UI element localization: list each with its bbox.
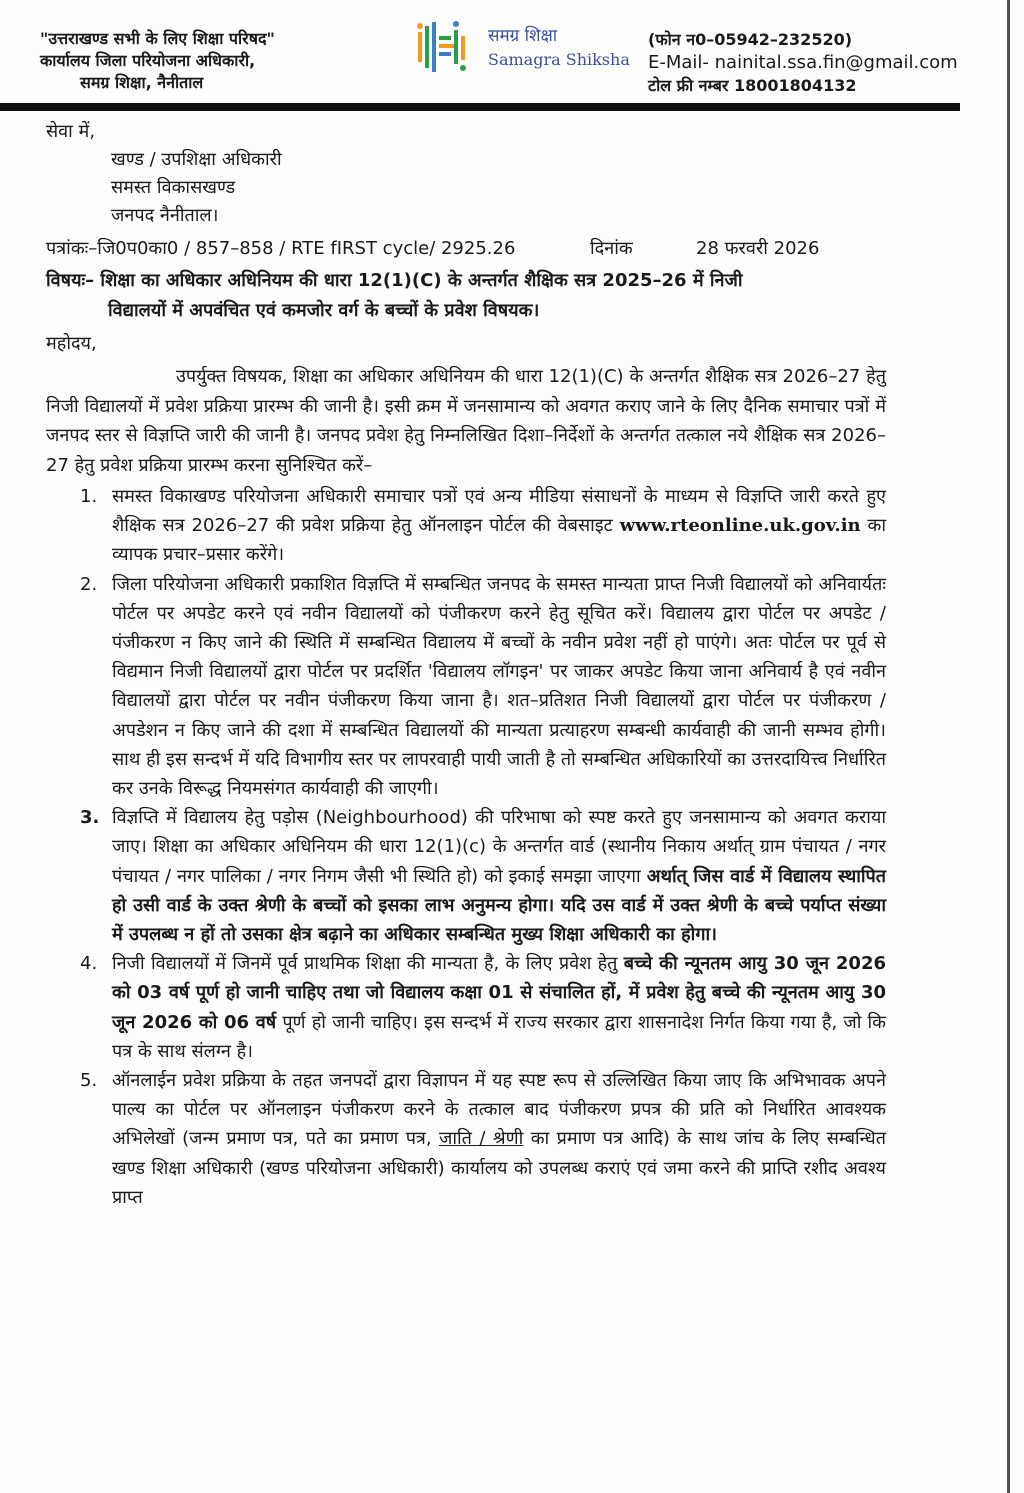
list-item: 4. निजी विद्यालयों में जिनमें पूर्व प्राथमिक शिक्षा की मान्यता है, के लिए प्रवेश हेतु बच्चे की न्यूनतम आयु 30 जून 2026 को 03 वर्ष पूर्ण हो जानी चाहिए तथा जो विद्यालय कक्षा 01 से संचालित हों, में प्रवेश हेतु बच्चे की न्यूनतम आयु 30 जून 2026 को 06 वर्ष पूर्ण हो जानी चाहिए। इस सन्दर्भ में राज्य सरकार द्वारा शासनादेश निर्गत किया गया है, जो कि पत्र के साथ संलग्न है। [46,949,886,1066]
list-number: 1. [80,486,98,507]
list-number: 5. [80,1070,98,1092]
bold-text: अर्थात् जिस वार्ड में विद्यालय स्थापित हो उसी वार्ड के उक्त श्रेणी के बच्चों को इसका लाभ अनुमन्य होगा। यदि उस वार्ड में उक्त श्रेणी के बच्चे पर्याप्त संख्या में उपलब्ध न हों तो उसका क्षेत्र बढ़ाने का अधिकार सम्बन्धित मुख्य शिक्षा अधिकारी का होगा। [112,865,886,946]
header-divider [0,103,960,111]
list-number: 2. [80,573,98,595]
subject-block [46,266,886,326]
samagra-shiksha-logo [412,18,632,76]
addressee-line: सेवा में, [46,121,96,142]
list-item: 2. जिला परियोजना अधिकारी प्रकाशित विज्ञप्ति में सम्बन्धित जनपद के समस्त मान्यता प्राप्त निजी विद्यालयों को अनिवार्यतः पोर्टल पर अपडेट करने एवं नवीन विद्यालयों को पंजीकरण करने हेतु सूचित करें। विद्यालय द्वारा पोर्टल पर अपडेट / पंजीकरण न किए जाने की स्थिति में सम्बन्धित विद्यालय में बच्चों के नवीन प्रवेश नहीं हो पाएंगे। अतः पोर्टल पर पूर्व से विद्यमान निजी विद्यालयों द्वारा पोर्टल पर प्रदर्शित 'विद्यालय लॉगइन' पर जाकर अपडेट किया जाना अनिवार्य है एवं नवीन विद्यालयों द्वारा पोर्टल पर नवीन पंजीकरण किया जाना है। शत–प्रतिशत निजी विद्यालयों द्वारा पोर्टल पर पंजीकरण / अपडेशन न किए जाने की दशा में सम्बन्धित विद्यालयों की मान्यता प्रत्याहरण सम्बन्धी कार्यवाही की जानी सम्भव होगी। साथ ही इस सन्दर्भ में यदि विभागीय स्तर पर लापरवाही पायी जाती है तो सम्बन्धित अधिकारियों का उत्तरदायित्त्व निर्धारित कर उनके विरूद्ध नियमसंगत कार्यवाही की जाएगी। [46,570,886,804]
org-name: "उत्तराखण्ड सभी के लिए शिक्षा परिषद" [40,29,275,48]
office-address-block [40,28,275,94]
logo-text-english: Samagra Shiksha [488,50,630,69]
phone-number: (फोन न0–05942–232520) [648,30,853,49]
reference-line [46,232,886,262]
toll-free-number: टोल फ्री नम्बर 18001804132 [648,76,857,95]
addressee-line: खण्ड / उपशिक्षा अधिकारी [111,149,282,170]
list-item: 3. विज्ञप्ति में विद्यालय हेतु पड़ोस (Neighbourhood) की परिभाषा को स्पष्ट करते हुए जनसामान्य को अवगत कराया जाए। शिक्षा का अधिकार अधिनियम की धारा 12(1)(c) के अन्तर्गत वार्ड (स्थानीय निकाय अर्थात् ग्राम पंचायत / नगर पंचायत / नगर पालिका / नगर निगम जैसी भी स्थिति हो) को इकाई समझा जाएगा अर्थात् जिस वार्ड में विद्यालय स्थापित हो उसी वार्ड के उक्त श्रेणी के बच्चों को इसका लाभ अनुमन्य होगा। यदि उस वार्ड में उक्त श्रेणी के बच्चे पर्याप्त संख्या में उपलब्ध न हों तो उसका क्षेत्र बढ़ाने का अधिकार सम्बन्धित मुख्य शिक्षा अधिकारी का होगा। [46,803,886,949]
instruction-list [46,482,886,1212]
list-item: 5. ऑनलाईन प्रवेश प्रक्रिया के तहत जनपदों द्वारा विज्ञापन में यह स्पष्ट रूप से उल्लिखित किया जाए कि अभिभावक अपने पाल्य का पोर्टल पर ऑनलाइन पंजीकरण करने के तत्काल बाद पंजीकरण प्रपत्र की प्रति को निर्धारित आवश्यक अभिलेखों (जन्म प्रमाण पत्र, पते का प्रमाण पत्र, जाति / श्रेणी का प्रमाण पत्र आदि) के साथ जांच के लिए सम्बन्धित खण्ड शिक्षा अधिकारी (खण्ड परियोजना अधिकारी) कार्यालय को उपलब्ध कराएं एवं जमा करने की प्राप्ति रशीद अवश्य प्राप्त [46,1066,886,1212]
page-edge-line [1007,0,1010,1493]
letter-date: 28 फरवरी 2026 [696,238,820,259]
intro-paragraph: उपर्युक्त विषयक, शिक्षा का अधिकार अधिनियम की धारा 12(1)(C) के अन्तर्गत शैक्षिक सत्र 2026–27 हेतु निजी विद्यालयों में प्रवेश प्रक्रिया प्रारम्भ की जानी है। इसी क्रम में जनसामान्य को अवगत कराए जाने के लिए दैनिक समाचार पत्रों में जनपद स्तर से विज्ञप्ति जारी की जानी है। जनपद प्रवेश हेतु निम्नलिखित दिशा–निर्देशों के अन्तर्गत तत्काल नये शैक्षिक सत्र 2026–27 हेतु प्रवेश प्रक्रिया प्रारम्भ करना सुनिश्चित करें– [46,366,886,476]
list-item: 1. समस्त विकाखण्ड परियोजना अधिकारी समाचार पत्रों एवं अन्य मीडिया संसाधनों के माध्यम से विज्ञप्ति जारी करते हुए शैक्षिक सत्र 2026–27 की प्रवेश प्रक्रिया हेतु ऑनलाइन पोर्टल की वेबसाइट www.rteonline.uk.gov.in का व्यापक प्रचार–प्रसार करेंगे। [46,482,886,570]
contact-block [648,28,958,97]
salutation: महोदय, [46,333,97,354]
addressee-line: समस्त विकासखण्ड [111,177,236,198]
email-address: E-Mail- nainital.ssa.fin@gmail.com [648,52,958,73]
underlined-text: जाति / श्रेणी [439,1128,524,1150]
portal-url: www.rteonline.uk.gov.in [619,515,861,537]
letter-number: पत्रांकः–जि0प0का0 / 857–858 / RTE fIRST cycle/ 2925.26 [46,238,516,259]
letter-body [46,118,886,1212]
bold-text: बच्चे की न्यूनतम आयु 30 जून 2026 को 03 वर्ष पूर्ण हो जानी चाहिए तथा जो विद्यालय कक्षा 01 से संचालित हों, में प्रवेश हेतु बच्चे की न्यूनतम आयु 30 जून 2026 को 06 वर्ष [112,953,886,1033]
addressee-line: जनपद नैनीताल। [111,205,219,226]
list-number: 4. [80,953,98,975]
logo-text-hindi: समग्र शिक्षा [488,26,558,46]
list-number: 3. [80,807,100,829]
subject-line: विद्यालयों में अपवंचित एवं कमजोर वर्ग के बच्चों के प्रवेश विषयक। [108,300,540,321]
date-label: दिनांक [590,238,633,259]
samagra-shiksha-logo-icon [412,18,474,76]
subject-line: विषयः– शिक्षा का अधिकार अधिनियम की धारा 12(1)(C) के अन्तर्गत शैक्षिक सत्र 2025–26 में निजी [46,270,743,291]
office-name: कार्यालय जिला परियोजना अधिकारी, [40,51,256,70]
addressee-block [46,118,886,230]
office-location: समग्र शिक्षा, नैनीताल [80,73,204,92]
